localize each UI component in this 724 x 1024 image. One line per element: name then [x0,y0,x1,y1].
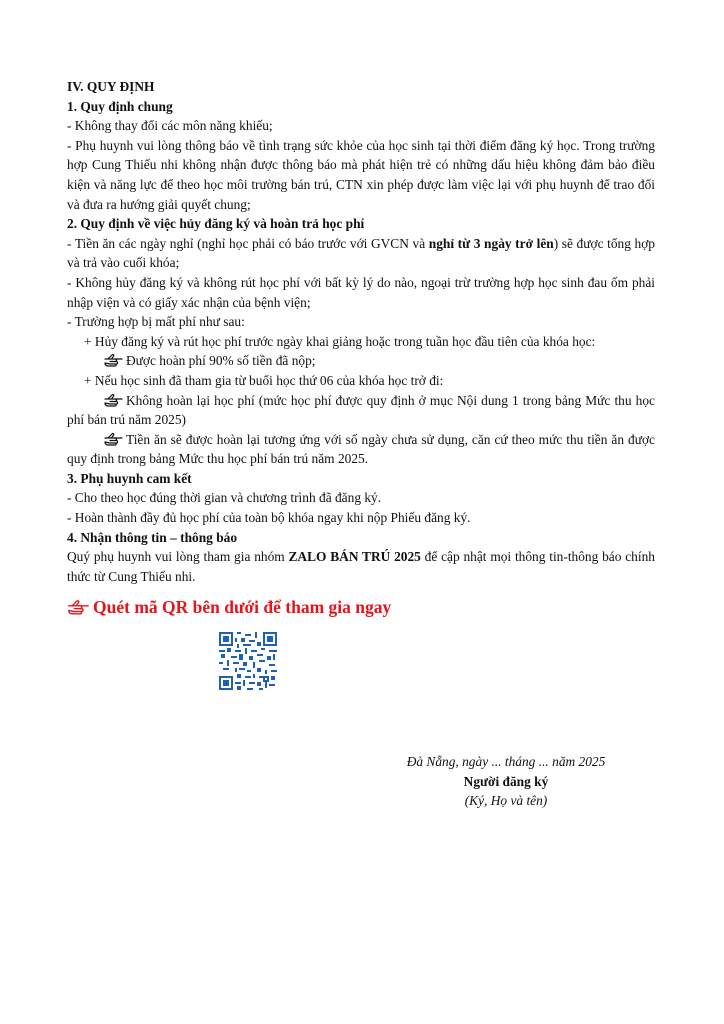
heading-general-rules: 1. Quy định chung [67,98,173,114]
notification-text: Quý phụ huynh vui lòng tham gia nhóm ZALO BÁN TRÚ 2025 để cập nhật mọi thông tin-thông báo chính thức từ Cung Thiếu nhi. [67,549,655,584]
pointing-hand-icon [104,393,124,407]
rule-item: - Phụ huynh vui lòng thông báo về tình trạng sức khỏe của học sinh tại thời điểm đăng ký học. Trong trường hợp Cung Thiếu nhi không nhận được thông báo mà phát hiện trẻ có những dấu hiệu không đảm bảo điều kiện và năng lực để theo học môi trường bán trú, CTN xin phép được làm việc lại với phụ huynh để trao đổi và đưa ra hướng giải quyết chung; [67,137,655,212]
case-result: Được hoàn phí 90% số tiền đã nộp; [67,351,655,371]
pointing-hand-icon [104,353,124,367]
place-date: Đà Nẵng, ngày ... tháng ... năm 2025 [406,754,606,769]
zalo-group-name: ZALO BÁN TRÚ 2025 [288,549,421,565]
qr-call-to-action: Quét mã QR bên dưới để tham gia ngay [67,596,655,618]
rule-item: - Tiền ăn các ngày nghỉ (nghỉ học phải có báo trước với GVCN và nghỉ từ 3 ngày trở lên) sẽ được tổng hợp và trả vào cuối khóa; [67,235,655,271]
heading-cancellation-refund: 2. Quy định về việc hủy đăng ký và hoàn trả học phí [67,216,365,232]
case-item: + Hủy đăng ký và rút học phí trước ngày khai giảng hoặc trong tuần học đầu tiên của khóa học: [84,333,596,349]
signature-block [395,752,617,811]
case-item: + Nếu học sinh đã tham gia từ buổi học thứ 06 của khóa học trở đi: [84,372,444,388]
signature-note: (Ký, Họ và tên) [464,793,548,809]
rule-item: - Cho theo học đúng thời gian và chương trình đã đăng ký. [67,490,382,506]
rule-item: - Không hủy đăng ký và không rút học phí với bất kỳ lý do nào, ngoại trừ trường hợp học sinh đau ốm phải nhập viện và có giấy xác nhận của bệnh viện; [67,274,655,310]
rule-item: - Hoàn thành đầy đủ học phí của toàn bộ khóa ngay khi nộp Phiếu đăng ký. [67,510,471,526]
signer-title: Người đăng ký [463,773,549,789]
pointing-hand-icon [104,432,124,446]
document-body [67,77,655,618]
case-result: Không hoàn lại học phí (mức học phí được quy định ở mục Nội dung 1 trong bảng Mức thu học phí bán trú năm 2025) [67,392,655,428]
heading-parent-commitment: 3. Phụ huynh cam kết [67,470,192,486]
qr-code-icon[interactable] [219,632,277,690]
heading-notifications: 4. Nhận thông tin – thông báo [67,529,238,545]
rule-item: - Không thay đổi các môn năng khiếu; [67,118,273,134]
pointing-hand-icon [67,599,91,615]
emphasis-text: nghỉ từ 3 ngày trở lên [428,235,554,251]
section-title: IV. QUY ĐỊNH [67,79,155,94]
rule-item: - Trường hợp bị mất phí như sau: [67,314,245,330]
case-result: Tiền ăn sẽ được hoàn lại tương ứng với số ngày chưa sử dụng, căn cứ theo mức thu tiền ăn được quy định trong bảng Mức thu học phí bán trú năm 2025. [67,431,655,467]
